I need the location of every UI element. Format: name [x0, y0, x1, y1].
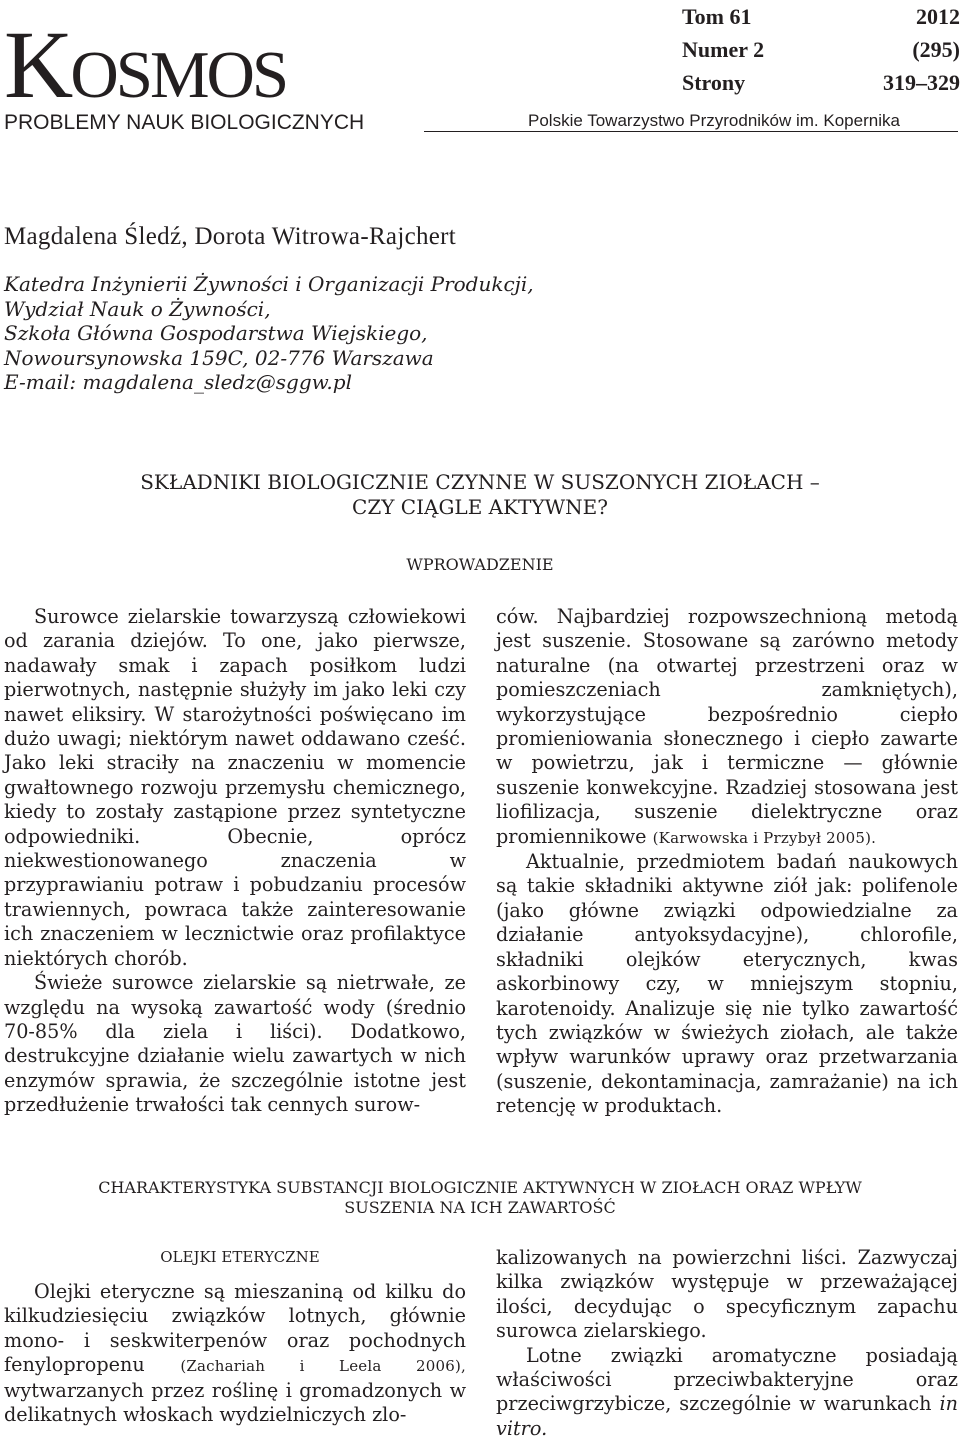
article-title-line2: CZY CIĄGLE AKTYWNE? — [352, 495, 608, 519]
paragraph: Aktualnie, przedmiotem badań naukowych są takie składniki aktywne ziół jak: polifenole (jako główne związki odpowiedzialne za działanie antyoksydacyjne), chlorofile, składniki olejków eterycznych, kwas askorbinowy czy, w mniejszym stopniu, karotenoidy. Analizuje się nie tylko zawartość tych związków w świeżych ziołach, ale także wpływ warunków uprawy oraz przetwarzania (suszenie, dekontaminacja, zamrażanie) na ich retencję w produktach. — [496, 850, 958, 1118]
publisher: Polskie Towarzystwo Przyrodników im. Kopernika — [528, 111, 900, 130]
journal-logo: Kosmos — [4, 11, 287, 118]
paragraph — [4, 1280, 466, 1427]
emphasis: in vitro. — [496, 1392, 958, 1440]
oils-right-column — [496, 1246, 958, 1441]
issue-pages-row — [682, 66, 960, 99]
journal-subtitle: PROBLEMY NAUK BIOLOGICZNYCH — [4, 111, 365, 134]
paragraph — [496, 605, 958, 850]
paragraph-text: ców. Najbardziej rozpowszechnioną metodą jest suszenie. Stosowane są zarówno metody naturalne (na otwartej przestrzeni oraz w pomieszczeniach zamkniętych), wykorzystujące bezpośrednio ciepło promieniowania słonecznego i ciepło zawarte w powietrzu, jak i termiczne — głównie suszenie konwekcyjne. Rzadziej stosowana jest liofilizacja, suszenie dielektryczne oraz promiennikowe — [496, 605, 958, 848]
article-title — [0, 470, 960, 520]
paragraph-text: Lotne związki aromatyczne posiadają właściwości przeciwbakteryjne oraz przeciwgrzybicze, szczególnie w warunkach — [496, 1343, 958, 1416]
issue-year: 2012 — [916, 4, 960, 29]
section-heading-line1: CHARAKTERYSTYKA SUBSTANCJI BIOLOGICZNIE AKTYWNYCH W ZIOŁACH ORAZ WPŁYW — [98, 1178, 862, 1197]
issue-number-total: (295) — [912, 37, 960, 62]
affiliation — [4, 272, 534, 395]
affiliation-line: Nowoursynowska 159C, 02-776 Warszawa — [4, 345, 434, 370]
article-title-line1: SKŁADNIKI BIOLOGICZNIE CZYNNE W SUSZONYCH ZIOŁACH – — [140, 470, 820, 494]
issue-info — [682, 0, 960, 99]
section-heading-line2: SUSZENIA NA ICH ZAWARTOŚĆ — [344, 1198, 616, 1217]
intro-left-column — [4, 605, 466, 1118]
issue-volume: Tom 61 — [682, 4, 752, 29]
paragraph-text: Olejki eteryczne są mieszaniną od kilku do kilkudziesięciu związków lotnych, głównie mono- i seskwiterpenów oraz pochodnych fenylopropenu — [4, 1280, 466, 1377]
section-heading-characteristics — [0, 1178, 960, 1218]
issue-pages-label: Strony — [682, 70, 746, 95]
authors: Magdalena Śledź, Dorota Witrowa-Rajchert — [4, 223, 457, 250]
email-link[interactable]: E-mail: magdalena_sledz@sggw.pl — [4, 370, 352, 394]
citation: (Karwowska i Przybył 2005). — [652, 828, 877, 847]
affiliation-line: Wydział Nauk o Żywności, — [4, 296, 271, 321]
oils-left-column — [4, 1280, 466, 1427]
paragraph: Świeże surowce zielarskie są nietrwałe, ze względu na wysoką zawartość wody (średnio 70-85% dla ziela i liści). Dodatkowo, destrukcyjne działanie wielu zawartych w nich enzymów sprawia, że szczególnie istotne jest przedłużenie trwałości tak cennych surow- — [4, 971, 466, 1117]
paragraph: kalizowanych na powierzchni liści. Zazwyczaj kilka związków występuje w przeważającej ilości, decydując o specyficznym zapachu surowca zielarskiego. — [496, 1246, 958, 1343]
citation: (Zachariah i Leela 2006), — [180, 1357, 466, 1376]
paragraph-text: wytwarzanych przez roślinę i gromadzonych w delikatnych włoskach wydzielniczych zlo- — [4, 1378, 466, 1427]
header-rule — [424, 131, 958, 132]
affiliation-line: Szkoła Główna Gospodarstwa Wiejskiego, — [4, 321, 428, 345]
paragraph — [496, 1344, 958, 1441]
intro-right-column — [496, 605, 958, 1119]
issue-number-row — [682, 33, 960, 66]
paragraph: Surowce zielarskie towarzyszą człowiekowi od zarania dziejów. To one, jako pierwsze, nadawały smak i zapach posiłkom ludzi pierwotnych, następnie służyły im jako leki czy nawet eliksiry. W starożytności poświęcano im dużo uwagi; niektórym nawet oddawano cześć. Jako leki straciły na znaczeniu w momencie gwałtownego rozwoju przemysłu chemicznego, kiedy to zostały zastąpione przez syntetyczne odpowiedniki. Obecnie, oprócz niekwestionowanego znaczenia w przyprawianiu potraw i pobudzaniu procesów trawiennych, powraca także zainteresowanie ich znaczeniem w lecznictwie oraz profilaktyce niektórych chorób. — [4, 605, 466, 970]
section-heading-intro: WPROWADZENIE — [406, 555, 554, 574]
affiliation-line: Katedra Inżynierii Żywności i Organizacji Produkcji, — [4, 272, 534, 296]
subheading-essential-oils: OLEJKI ETERYCZNE — [160, 1248, 320, 1266]
issue-number: Numer 2 — [682, 37, 765, 62]
issue-volume-row — [682, 0, 960, 33]
issue-pages: 319–329 — [883, 70, 960, 95]
